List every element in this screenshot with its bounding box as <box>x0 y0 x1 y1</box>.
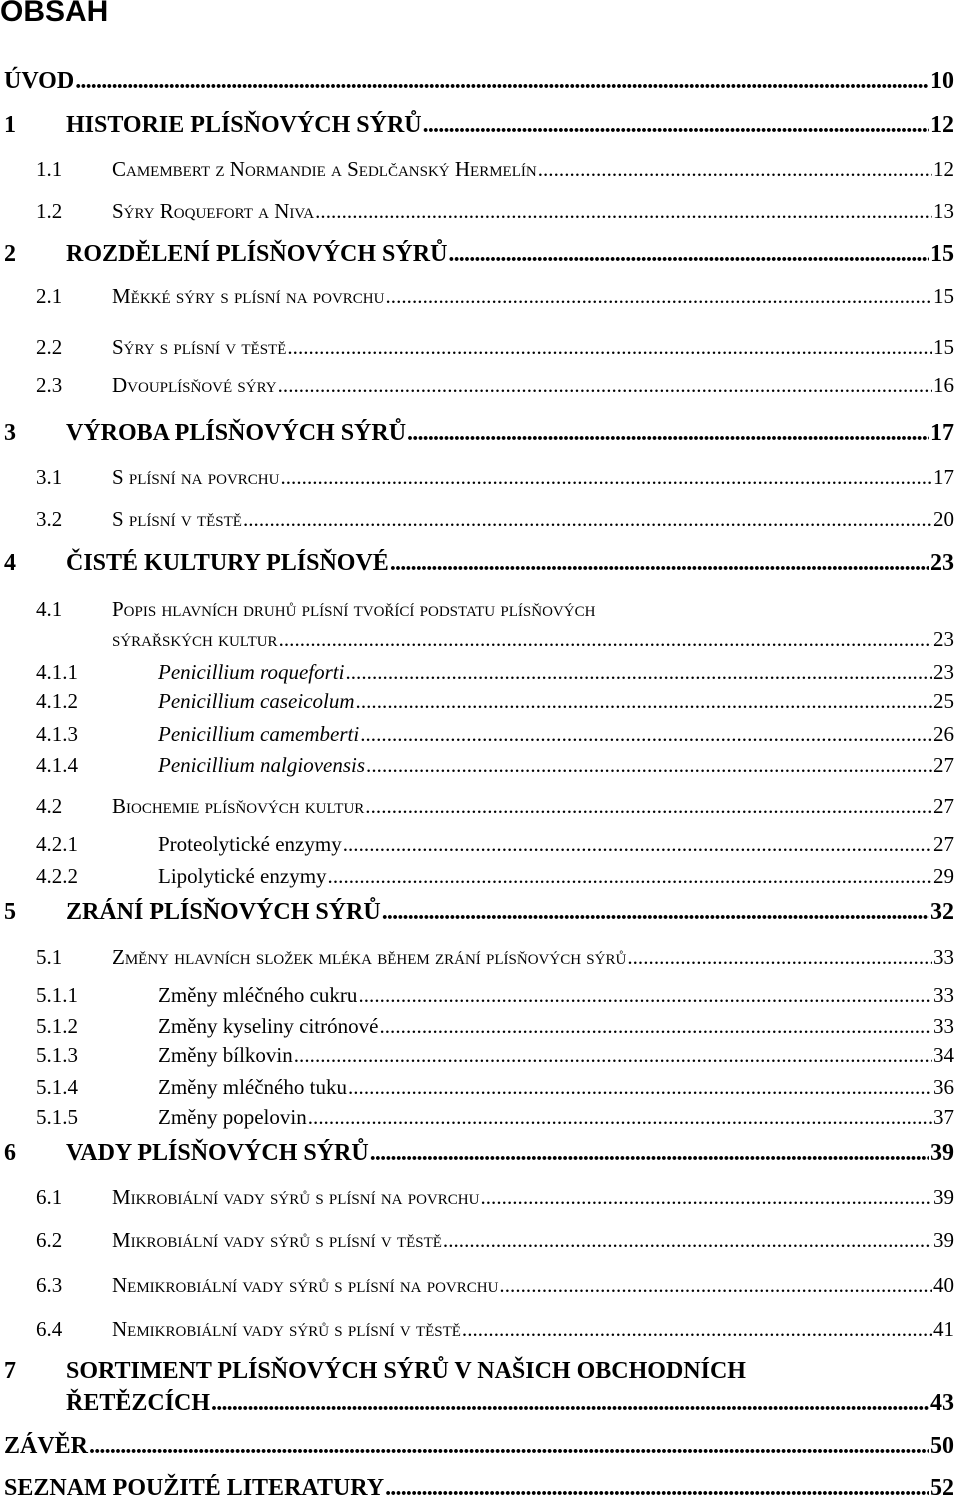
toc-entry-number: 4.1 <box>36 597 63 621</box>
toc-entry-title: Proteolytické enzymy <box>158 832 342 856</box>
dot-leader <box>407 418 929 448</box>
toc-entry-number: 5.1.5 <box>36 1105 78 1129</box>
toc-entry[interactable] <box>0 1138 960 1170</box>
toc-entry-page: 33 <box>933 1014 954 1038</box>
toc-entry-title: VADY PLÍSŇOVÝCH SÝRŮ <box>66 1140 369 1166</box>
toc-entry-number: 4.2 <box>36 794 63 818</box>
toc-entry-number: 2.2 <box>36 335 63 359</box>
toc-entry-number: 4.2.2 <box>36 864 78 888</box>
toc-entry[interactable] <box>0 198 960 227</box>
toc-entry-number: 6.1 <box>36 1185 63 1209</box>
toc-entry[interactable] <box>0 831 960 860</box>
toc-entry-title: Nemikrobiální vady sýrů s plísní v těstě <box>112 1317 461 1341</box>
dot-leader <box>243 506 932 533</box>
toc-entry-number: 1 <box>4 112 16 138</box>
dot-leader <box>279 626 932 653</box>
toc-entry-title: S plísní v těstě <box>112 507 242 531</box>
toc-entry-number: 4.1.1 <box>36 660 78 684</box>
toc-entry[interactable] <box>0 283 960 312</box>
toc-entry-title: Lipolytické enzymy <box>158 864 327 888</box>
toc-entry[interactable] <box>0 752 960 781</box>
dot-leader <box>308 1104 932 1131</box>
toc-entry[interactable] <box>0 1013 960 1042</box>
toc-entry-page: 36 <box>933 1075 954 1099</box>
dot-leader <box>379 1013 932 1040</box>
dot-leader <box>385 283 932 310</box>
toc-entry[interactable] <box>0 464 960 493</box>
toc-entry[interactable] <box>0 793 960 822</box>
dot-leader <box>480 1184 932 1211</box>
toc-entry-number: 6 <box>4 1140 16 1166</box>
toc-entry[interactable] <box>0 372 960 401</box>
toc-entry-title: ZRÁNÍ PLÍSŇOVÝCH SÝRŮ <box>66 899 381 925</box>
toc-entry-title: Penicillium roqueforti <box>158 660 345 684</box>
toc-entry[interactable] <box>0 897 960 929</box>
toc-entry-title: Změny mléčného cukru <box>158 983 358 1007</box>
toc-entry-title: VÝROBA PLÍSŇOVÝCH SÝRŮ <box>66 420 407 446</box>
toc-entry[interactable] <box>0 1358 960 1420</box>
toc-entry-title: Změny bílkovin <box>158 1043 293 1067</box>
toc-entry[interactable] <box>0 863 960 892</box>
toc-entry-number: 5.1.3 <box>36 1043 78 1067</box>
toc-entry[interactable] <box>0 506 960 535</box>
toc-entry[interactable] <box>0 1074 960 1103</box>
toc-entry-number: 4.1.3 <box>36 722 78 746</box>
toc-entry-number: 3 <box>4 420 16 446</box>
toc-entry-page: 39 <box>933 1228 954 1252</box>
toc-entry-page: 52 <box>930 1475 954 1501</box>
toc-entry-page: 15 <box>933 284 954 308</box>
toc-entry-page: 17 <box>930 420 954 446</box>
toc-entry-page: 29 <box>933 864 954 888</box>
dot-leader <box>358 982 932 1009</box>
toc-entry[interactable] <box>0 721 960 750</box>
toc-entry[interactable] <box>0 1316 960 1345</box>
toc-entry-page: 33 <box>933 983 954 1007</box>
toc-entry-number: 1.1 <box>36 157 63 181</box>
toc-entry-page: 23 <box>930 550 954 576</box>
toc-entry-page: 13 <box>933 199 954 223</box>
dot-leader <box>294 1042 932 1069</box>
toc-entry-title: Sýry s plísní v těstě <box>112 335 287 359</box>
toc-entry-page: 27 <box>933 832 954 856</box>
toc-entry-page: 39 <box>933 1185 954 1209</box>
page-title: OBSAH <box>0 0 109 28</box>
toc-entry-title: Měkké sýry s plísní na povrchu <box>112 284 385 308</box>
toc-entry-number: 6.4 <box>36 1317 63 1341</box>
dot-leader <box>328 863 932 890</box>
toc-entry-number: 5.1 <box>36 945 63 969</box>
dot-leader <box>280 464 932 491</box>
toc-entry-page: 15 <box>933 335 954 359</box>
toc-entry-title: Nemikrobiální vady sýrů s plísní na povrchu <box>112 1273 499 1297</box>
dot-leader <box>462 1316 932 1343</box>
toc-entry[interactable] <box>0 659 960 688</box>
toc-entry-title: SEZNAM POUŽITÉ LITERATURY <box>4 1475 385 1501</box>
toc-entry-title: HISTORIE PLÍSŇOVÝCH SÝRŮ <box>66 112 422 138</box>
toc-entry-number: 4.1.2 <box>36 689 78 713</box>
toc-entry-page: 37 <box>933 1105 954 1129</box>
toc-entry-page: 27 <box>933 753 954 777</box>
toc-entry-page: 25 <box>933 689 954 713</box>
toc-entry-page: 41 <box>933 1317 954 1341</box>
toc-entry-title: Dvouplísňové sýry <box>112 373 277 397</box>
toc-entry-title: Penicillium camemberti <box>158 722 360 746</box>
toc-entry-page: 40 <box>933 1273 954 1297</box>
toc-entry-title: Sýry Roquefort a Niva <box>112 199 315 223</box>
toc-entry-page: 33 <box>933 945 954 969</box>
toc-entry-title: S plísní na povrchu <box>112 465 280 489</box>
toc-entry-number: 2.1 <box>36 284 63 308</box>
toc-entry-page: 17 <box>933 465 954 489</box>
toc-entry-title: Mikrobiální vady sýrů s plísní v těstě <box>112 1228 442 1252</box>
toc-entry-title: Camembert z Normandie a Sedlčanský Hermelín <box>112 157 537 181</box>
toc-entry-page: 15 <box>930 241 954 267</box>
toc-entry-title: Změny mléčného tuku <box>158 1075 347 1099</box>
toc-entry-page: 32 <box>930 899 954 925</box>
toc-entry-page: 39 <box>930 1140 954 1166</box>
toc-entry[interactable] <box>0 597 960 655</box>
toc-entry-number: 3.1 <box>36 465 63 489</box>
toc-entry-number: 4 <box>4 550 16 576</box>
toc-entry-page: 10 <box>930 68 954 94</box>
dot-leader <box>382 897 929 927</box>
toc-entry-number: 5.1.4 <box>36 1075 78 1099</box>
toc-entry[interactable] <box>0 1042 960 1071</box>
toc-entry-title: ÚVOD <box>4 68 75 94</box>
toc-entry[interactable] <box>0 156 960 185</box>
toc-entry-number: 4.1.4 <box>36 753 78 777</box>
dot-leader <box>211 1388 929 1418</box>
toc-entry-title: Změny popelovin <box>158 1105 307 1129</box>
toc-entry[interactable] <box>0 1272 960 1301</box>
toc-entry-number: 4.2.1 <box>36 832 78 856</box>
toc-entry-page: 26 <box>933 722 954 746</box>
dot-leader <box>287 334 932 361</box>
toc-entry-title-continuation: ŘETĚZCÍCH <box>66 1390 211 1416</box>
toc-entry-title: Změny kyseliny citrónové <box>158 1014 379 1038</box>
dot-leader <box>278 372 932 399</box>
toc-entry[interactable] <box>0 982 960 1011</box>
toc-entry-number: 2.3 <box>36 373 63 397</box>
dot-leader <box>365 793 932 820</box>
dot-leader <box>423 110 929 140</box>
toc-entry[interactable] <box>0 548 960 580</box>
toc-entry[interactable] <box>0 1104 960 1133</box>
toc-entry-page: 27 <box>933 794 954 818</box>
toc-entry[interactable] <box>0 66 960 98</box>
toc-entry[interactable] <box>0 334 960 363</box>
toc-entry-page: 23 <box>933 660 954 684</box>
toc-entry[interactable] <box>0 110 960 142</box>
toc-entry-number: 6.2 <box>36 1228 63 1252</box>
toc-entry-title: SORTIMENT PLÍSŇOVÝCH SÝRŮ V NAŠICH OBCHODNÍCH <box>66 1358 746 1384</box>
toc-entry-title: Popis hlavních druhů plísní tvořící podstatu plísňových <box>112 597 596 621</box>
toc-entry-page: 43 <box>930 1390 954 1416</box>
toc-entry-page: 12 <box>930 112 954 138</box>
toc-entry[interactable] <box>0 944 960 973</box>
dot-leader <box>370 1138 929 1168</box>
dot-leader <box>448 239 929 269</box>
dot-leader <box>538 156 932 183</box>
toc-entry-title: Penicillium nalgiovensis <box>158 753 366 777</box>
dot-leader <box>443 1227 932 1254</box>
toc-entry[interactable] <box>0 1431 960 1463</box>
dot-leader <box>345 659 932 686</box>
toc-entry-title: Mikrobiální vady sýrů s plísní na povrchu <box>112 1185 480 1209</box>
dot-leader <box>366 752 932 779</box>
dot-leader <box>356 688 932 715</box>
toc-entry[interactable] <box>0 1227 960 1256</box>
dot-leader <box>360 721 932 748</box>
toc-entry[interactable] <box>0 418 960 450</box>
toc-entry-title: Penicillium caseicolum <box>158 689 355 713</box>
toc-entry-page: 12 <box>933 157 954 181</box>
toc-entry-number: 1.2 <box>36 199 63 223</box>
toc-entry-number: 7 <box>4 1358 16 1384</box>
toc-entry-number: 2 <box>4 241 16 267</box>
toc-entry[interactable] <box>0 1184 960 1213</box>
dot-leader <box>385 1473 929 1503</box>
toc-entry-number: 3.2 <box>36 507 63 531</box>
toc-entry-number: 6.3 <box>36 1273 63 1297</box>
toc-entry-page: 34 <box>933 1043 954 1067</box>
dot-leader <box>390 548 929 578</box>
toc-entry-page: 23 <box>933 627 954 651</box>
toc-entry-title-continuation: sýrařských kultur <box>112 627 278 651</box>
toc-entry-title: Změny hlavních složek mléka během zrání plísňových sýrů <box>112 945 627 969</box>
toc-entry-title: ZÁVĚR <box>4 1433 89 1459</box>
toc-entry-page: 50 <box>930 1433 954 1459</box>
toc-entry[interactable] <box>0 1473 960 1505</box>
toc-entry-title: ROZDĚLENÍ PLÍSŇOVÝCH SÝRŮ <box>66 241 448 267</box>
dot-leader <box>75 66 929 96</box>
dot-leader <box>343 831 932 858</box>
dot-leader <box>315 198 932 225</box>
toc-entry-page: 16 <box>933 373 954 397</box>
toc-entry-page: 20 <box>933 507 954 531</box>
toc-entry[interactable] <box>0 688 960 717</box>
toc-entry[interactable] <box>0 239 960 271</box>
dot-leader <box>627 944 932 971</box>
dot-leader <box>348 1074 932 1101</box>
toc-entry-number: 5 <box>4 899 16 925</box>
dot-leader <box>499 1272 932 1299</box>
toc-entry-number: 5.1.2 <box>36 1014 78 1038</box>
toc-entry-number: 5.1.1 <box>36 983 78 1007</box>
dot-leader <box>89 1431 929 1461</box>
toc-entry-title: Biochemie plísňových kultur <box>112 794 365 818</box>
toc-entry-title: ČISTÉ KULTURY PLÍSŇOVÉ <box>66 550 389 576</box>
